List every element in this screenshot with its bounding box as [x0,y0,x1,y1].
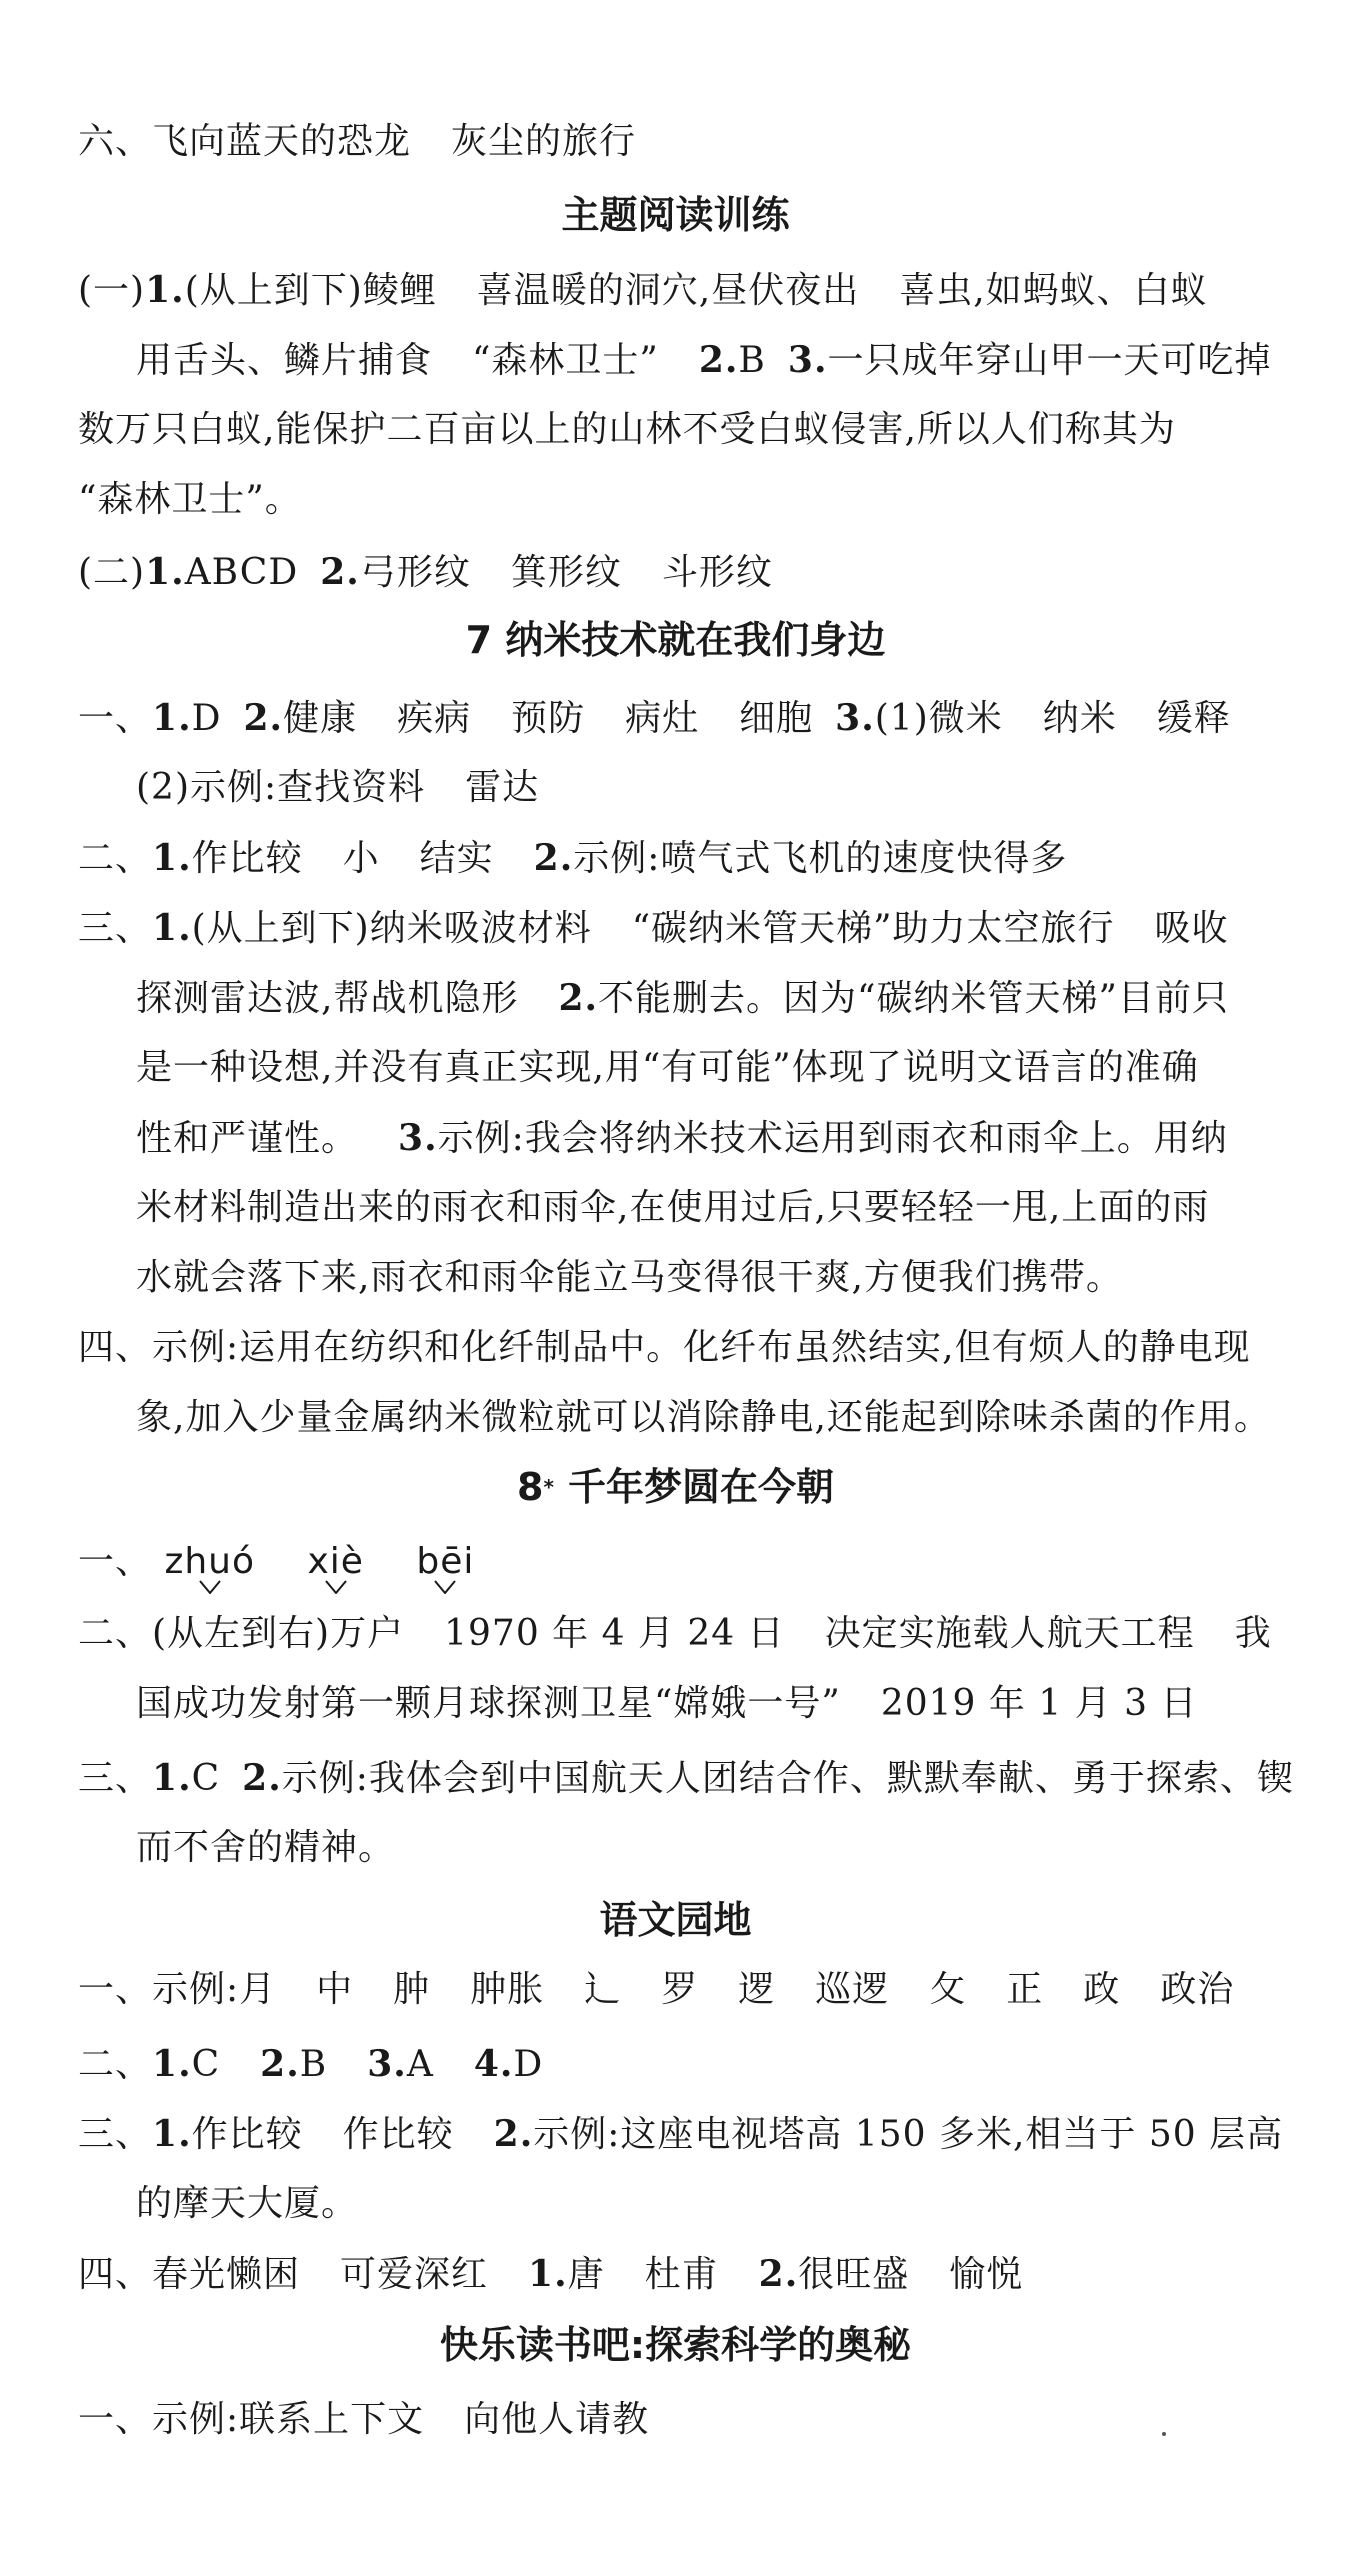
pinyin-item: bēi [416,1538,474,1586]
answer-line: 六、飞向蓝天的恐龙 灰尘的旅行 [78,121,637,162]
item-number: 六、 [78,121,153,162]
section-heading: 主题阅读训练 [561,193,790,237]
answer-line: 性和严谨性。 3.示例:我会将纳米技术运用到雨衣和雨伞上。用纳 [136,1117,1228,1159]
answer-line: 探测雷达波,帮战机隐形 2.不能删去。因为“碳纳米管天梯”目前只 [136,977,1229,1019]
answer-line: 米材料制造出来的雨衣和雨伞,在使用过后,只要轻轻一甩,上面的雨 [136,1187,1210,1228]
answer-line: 是一种设想,并没有真正实现,用“有可能”体现了说明文语言的准确 [136,1047,1199,1088]
tone-check-icon [434,1580,456,1594]
stray-dot [1162,2432,1166,2436]
section-heading: 快乐读书吧:探索科学的奥秘 [439,2323,912,2367]
pinyin-item: zhuó [164,1538,255,1586]
tone-check-icon [325,1580,347,1594]
answer-line: 国成功发射第一颗月球探测卫星“嫦娥一号” 2019 年 1 月 3 日 [136,1683,1198,1724]
section-heading: 7 纳米技术就在我们身边 [465,618,886,662]
answer-line: 三、1.C 2.示例:我体会到中国航天人团结合作、默默奉献、勇于探索、锲 [78,1757,1294,1799]
answer-line: (二)1.ABCD 2.弓形纹 箕形纹 斗形纹 [78,551,773,593]
answer-line: 二、(从左到右)万户 1970 年 4 月 24 日 决定实施载人航天工程 我 [78,1613,1272,1654]
answer-line: 而不舍的精神。 [136,1827,396,1868]
answer-line: 四、示例:运用在纺织和化纤制品中。化纤布虽然结实,但有烦人的静电现 [78,1327,1251,1368]
answer-line: 水就会落下来,雨衣和雨伞能立马变得很干爽,方便我们携带。 [136,1257,1123,1298]
answer-line: (2)示例:查找资料 雷达 [136,767,540,808]
answer-line: (一)1.(从上到下)鲮鲤 喜温暖的洞穴,昼伏夜出 喜虫,如蚂蚁、白蚁 [78,269,1208,311]
answer-line: 四、春光懒困 可爱深红 1.唐 杜甫 2.很旺盛 愉悦 [78,2253,1024,2295]
answer-line: 三、1.作比较 作比较 2.示例:这座电视塔高 150 多米,相当于 50 层高 [78,2113,1284,2155]
answer-line: 一、 zhuó xiè bēi [78,1538,514,1586]
answer-line: 三、1.(从上到下)纳米吸波材料 “碳纳米管天梯”助力太空旅行 吸收 [78,907,1229,949]
answer-line: 一、示例:联系上下文 向他人请教 [78,2399,650,2440]
answer-line: 二、1.C 2.B 3.A 4.D [78,2043,544,2085]
answer-line: 象,加入少量金属纳米微粒就可以消除静电,还能起到除味杀菌的作用。 [136,1397,1271,1438]
answer-line: “森林卫士”。 [78,479,302,520]
pinyin-item: xiè [307,1538,363,1586]
answer-line: 二、1.作比较 小 结实 2.示例:喷气式飞机的速度快得多 [78,837,1068,879]
tone-check-icon [199,1580,221,1594]
answer-line: 的摩天大厦。 [136,2183,359,2224]
section-heading: 语文园地 [599,1898,752,1942]
answer-line: 用舌头、鳞片捕食 “森林卫士” 2.B 3.一只成年穿山甲一天可吃掉 [136,339,1272,381]
section-heading: 8* 千年梦圆在今朝 [517,1465,834,1509]
answer-line: 数万只白蚁,能保护二百亩以上的山林不受白蚁侵害,所以人们称其为 [78,409,1176,450]
answer-line: 一、示例:月 中 肿 肿胀 辶 罗 逻 巡逻 攵 正 政 政治 [78,1969,1235,2010]
answer-line: 一、1.D 2.健康 疾病 预防 病灶 细胞 3.(1)微米 纳米 缓释 [78,697,1231,739]
